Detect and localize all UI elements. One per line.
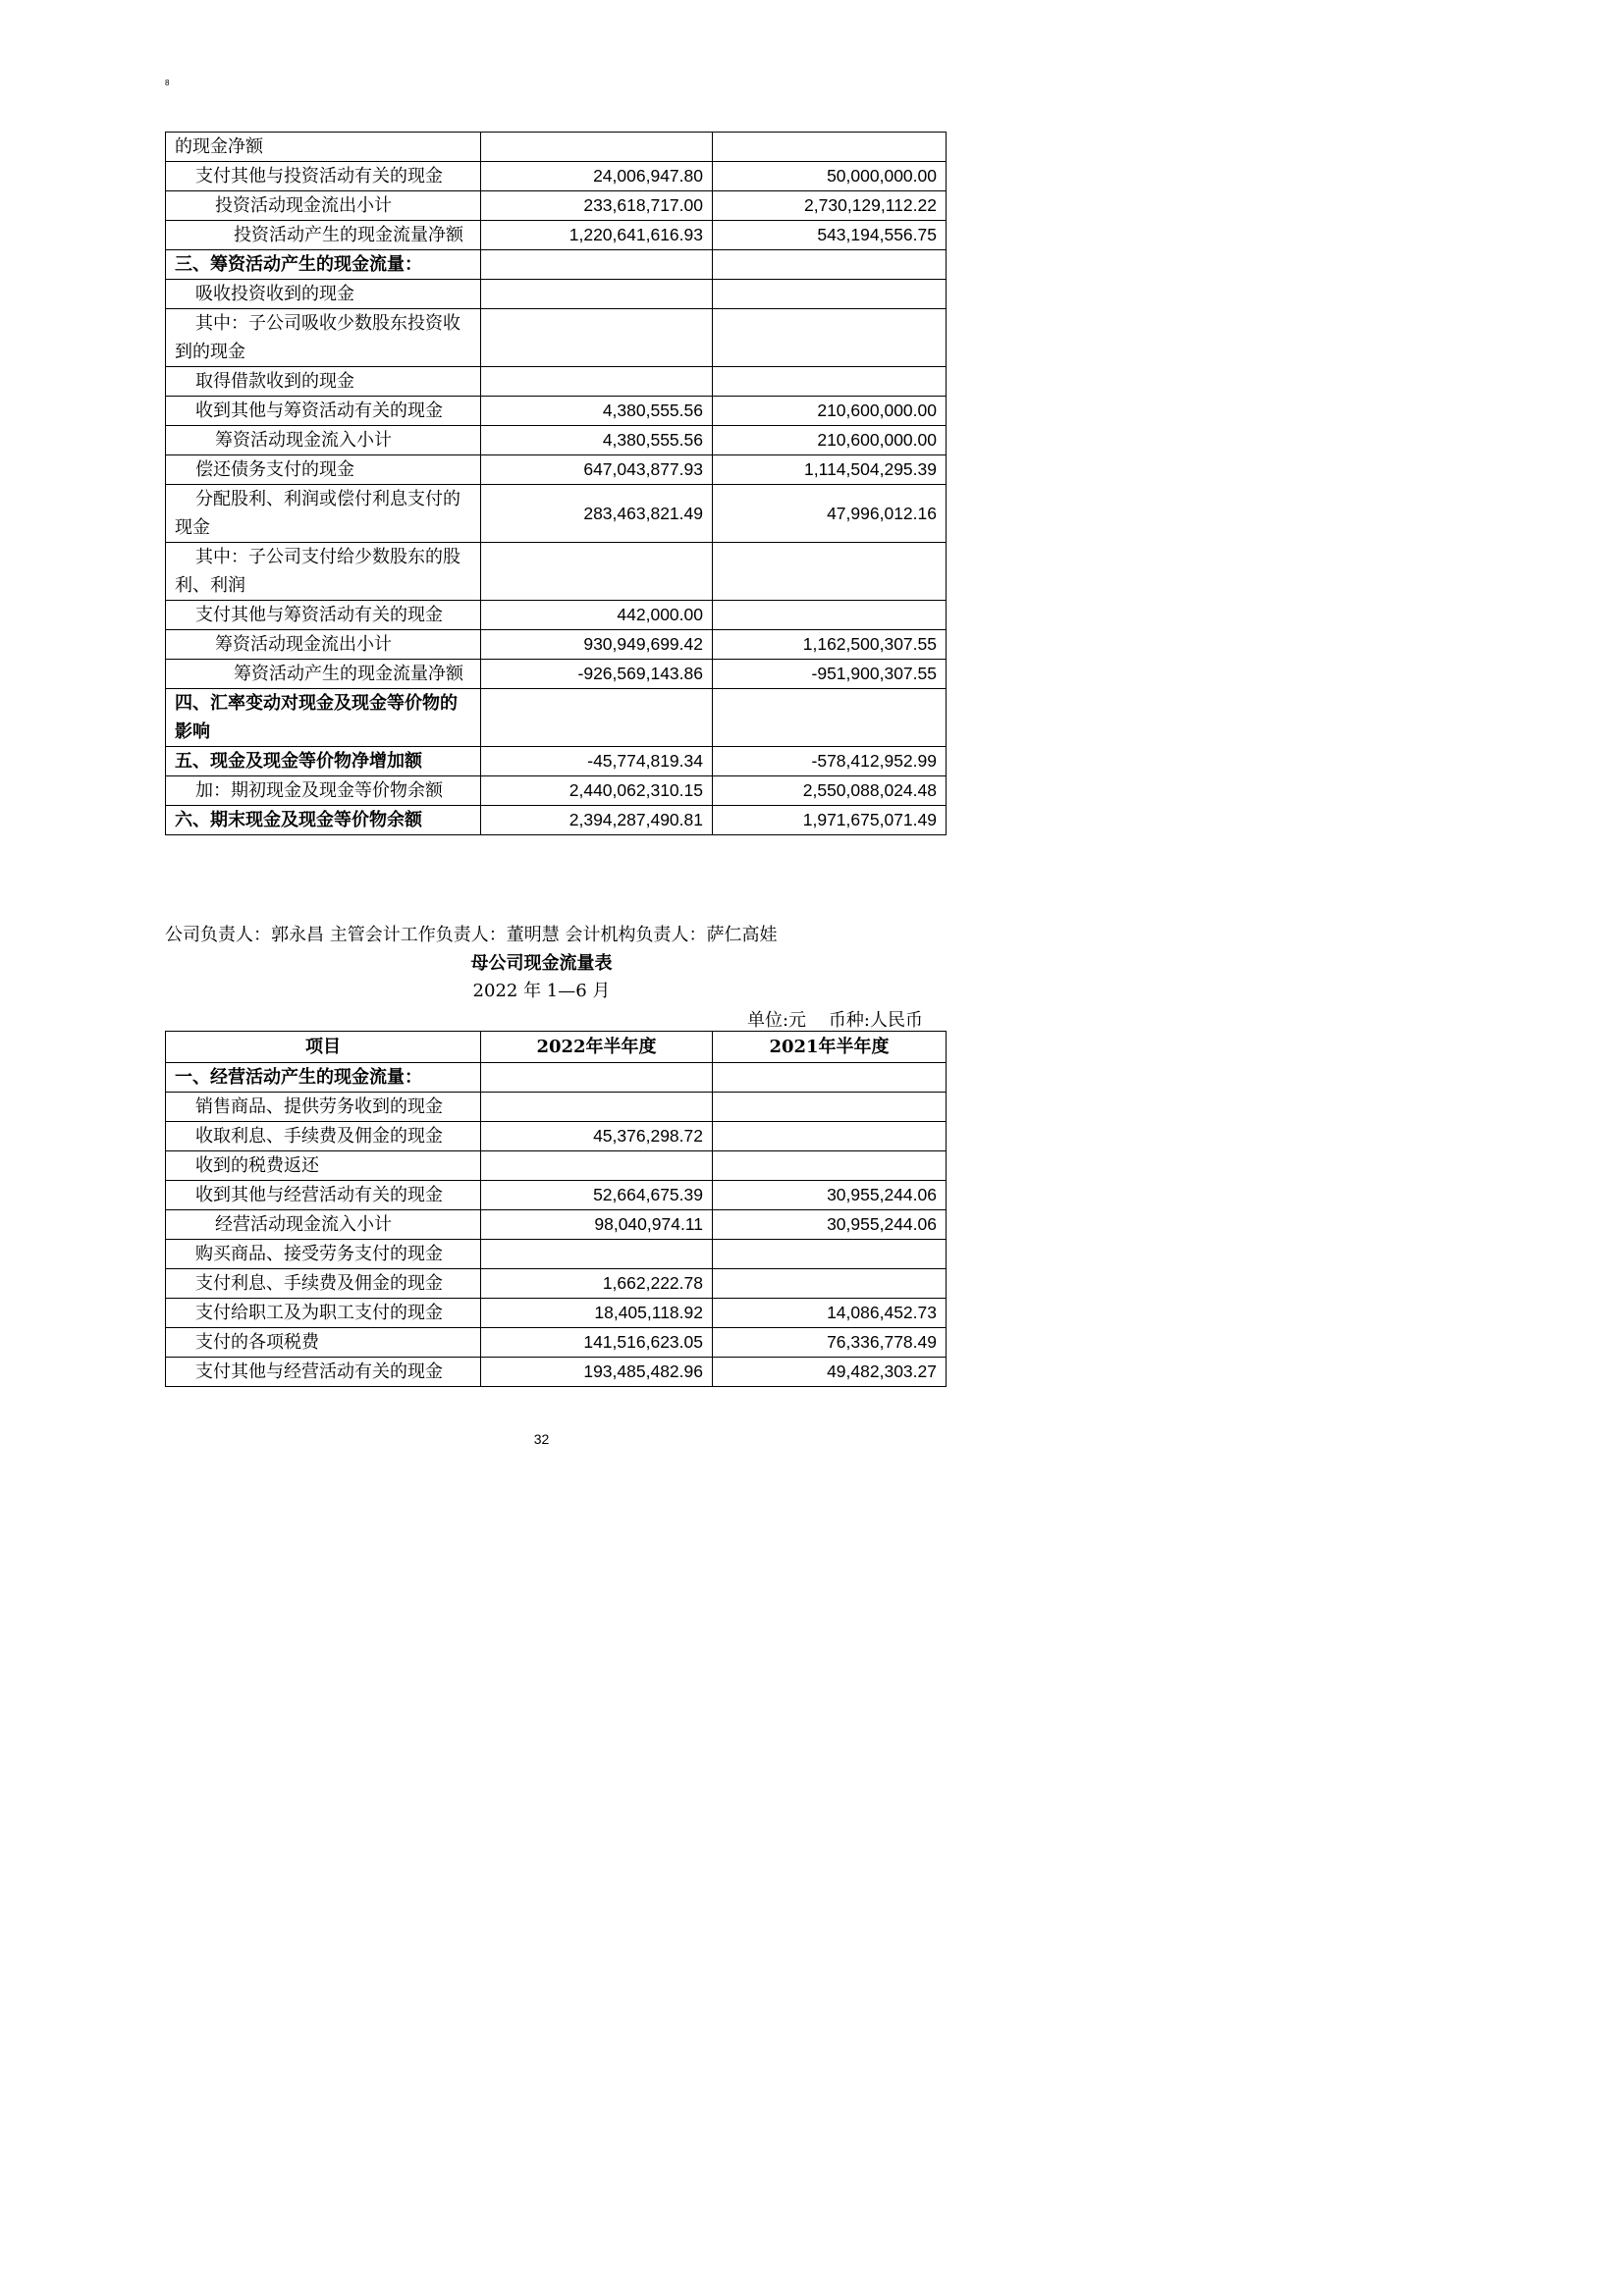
table-row — [166, 543, 947, 601]
value-2022: 24,006,947.80 — [481, 162, 713, 191]
table-row — [166, 280, 947, 309]
row-label: 投资活动产生的现金流量净额 — [166, 221, 481, 250]
value-2021: 14,086,452.73 — [713, 1299, 947, 1328]
table-row — [166, 1328, 947, 1358]
statement-title: 母公司现金流量表 — [470, 953, 613, 974]
value-2021: 2,550,088,024.48 — [713, 776, 947, 806]
row-label: 筹资活动产生的现金流量净额 — [166, 660, 481, 689]
section-heading: 六、期末现金及现金等价物余额 — [166, 806, 481, 835]
table-row — [166, 162, 947, 191]
row-label: 支付其他与经营活动有关的现金 — [166, 1358, 481, 1387]
row-label: 经营活动现金流入小计 — [166, 1210, 481, 1240]
row-label: 其中：子公司吸收少数股东投资收到的现金 — [166, 309, 481, 367]
value-2022 — [481, 1063, 713, 1093]
value-2022 — [481, 1093, 713, 1122]
row-label: 的现金净额 — [166, 133, 481, 162]
value-2022: -45,774,819.34 — [481, 747, 713, 776]
value-2021: 47,996,012.16 — [713, 485, 947, 543]
row-label: 吸收投资收到的现金 — [166, 280, 481, 309]
value-2021: 49,482,303.27 — [713, 1358, 947, 1387]
value-2022: 233,618,717.00 — [481, 191, 713, 221]
table-row — [166, 1358, 947, 1387]
value-2021 — [713, 1093, 947, 1122]
table-row — [166, 191, 947, 221]
row-label: 支付给职工及为职工支付的现金 — [166, 1299, 481, 1328]
table-row — [166, 309, 947, 367]
table-row — [166, 660, 947, 689]
row-label: 支付其他与投资活动有关的现金 — [166, 162, 481, 191]
value-2021 — [713, 689, 947, 747]
row-label: 加：期初现金及现金等价物余额 — [166, 776, 481, 806]
table-row — [166, 250, 947, 280]
row-label: 销售商品、提供劳务收到的现金 — [166, 1093, 481, 1122]
table-row — [166, 426, 947, 455]
value-2022: 2,394,287,490.81 — [481, 806, 713, 835]
value-2022: 4,380,555.56 — [481, 397, 713, 426]
signature-line: 公司负责人：郭永昌 主管会计工作负责人：董明慧 会计机构负责人：萨仁高娃 — [165, 925, 778, 945]
value-2021: 210,600,000.00 — [713, 397, 947, 426]
value-2022: 4,380,555.56 — [481, 426, 713, 455]
header-2021: 2021年半年度 — [713, 1032, 947, 1063]
value-2022 — [481, 133, 713, 162]
row-label: 支付的各项税费 — [166, 1328, 481, 1358]
table-row — [166, 630, 947, 660]
value-2021 — [713, 1122, 947, 1151]
row-label: 收到其他与经营活动有关的现金 — [166, 1181, 481, 1210]
value-2021 — [713, 367, 947, 397]
table-row — [166, 776, 947, 806]
value-2021: 30,955,244.06 — [713, 1210, 947, 1240]
value-2021 — [713, 1151, 947, 1181]
value-2022: 193,485,482.96 — [481, 1358, 713, 1387]
value-2021 — [713, 543, 947, 601]
table-row — [166, 133, 947, 162]
value-2021: 76,336,778.49 — [713, 1328, 947, 1358]
value-2021 — [713, 309, 947, 367]
value-2022: 930,949,699.42 — [481, 630, 713, 660]
section-heading: 三、筹资活动产生的现金流量： — [166, 250, 481, 280]
row-label: 收到的税费返还 — [166, 1151, 481, 1181]
value-2022: 141,516,623.05 — [481, 1328, 713, 1358]
value-2022 — [481, 280, 713, 309]
value-2022: 52,664,675.39 — [481, 1181, 713, 1210]
statement-period: 2022 年 1—6 月 — [472, 981, 611, 1001]
table-header-row — [166, 1032, 947, 1063]
row-label: 购买商品、接受劳务支付的现金 — [166, 1240, 481, 1269]
parent-company-cash-flow-table — [165, 1031, 947, 1387]
row-label: 筹资活动现金流入小计 — [166, 426, 481, 455]
value-2021: 30,955,244.06 — [713, 1181, 947, 1210]
table-row — [166, 1240, 947, 1269]
row-label: 收到其他与筹资活动有关的现金 — [166, 397, 481, 426]
value-2021: 1,971,675,071.49 — [713, 806, 947, 835]
value-2022: 18,405,118.92 — [481, 1299, 713, 1328]
row-label: 分配股利、利润或偿付利息支付的现金 — [166, 485, 481, 543]
value-2021 — [713, 133, 947, 162]
table-row — [166, 221, 947, 250]
value-2021: 1,114,504,295.39 — [713, 455, 947, 485]
table-row — [166, 397, 947, 426]
table-row — [166, 1269, 947, 1299]
row-label: 筹资活动现金流出小计 — [166, 630, 481, 660]
table-row — [166, 1093, 947, 1122]
value-2022 — [481, 309, 713, 367]
table-row — [166, 1063, 947, 1093]
value-2022 — [481, 1240, 713, 1269]
page-mark: 8 — [165, 79, 170, 87]
row-label: 取得借款收到的现金 — [166, 367, 481, 397]
value-2022: 283,463,821.49 — [481, 485, 713, 543]
row-label: 支付其他与筹资活动有关的现金 — [166, 601, 481, 630]
table-row — [166, 1299, 947, 1328]
table-row — [166, 1122, 947, 1151]
table-row — [166, 455, 947, 485]
table-row — [166, 1181, 947, 1210]
table-row — [166, 747, 947, 776]
value-2022 — [481, 250, 713, 280]
row-label: 支付利息、手续费及佣金的现金 — [166, 1269, 481, 1299]
value-2021 — [713, 250, 947, 280]
value-2022 — [481, 1151, 713, 1181]
row-label: 其中：子公司支付给少数股东的股利、利润 — [166, 543, 481, 601]
value-2022 — [481, 367, 713, 397]
value-2022: 647,043,877.93 — [481, 455, 713, 485]
value-2022 — [481, 689, 713, 747]
value-2022: 1,662,222.78 — [481, 1269, 713, 1299]
row-label: 收取利息、手续费及佣金的现金 — [166, 1122, 481, 1151]
value-2022: 1,220,641,616.93 — [481, 221, 713, 250]
value-2022: 45,376,298.72 — [481, 1122, 713, 1151]
value-2021 — [713, 1063, 947, 1093]
table-row — [166, 1210, 947, 1240]
value-2021: -951,900,307.55 — [713, 660, 947, 689]
row-label: 偿还债务支付的现金 — [166, 455, 481, 485]
table-row — [166, 689, 947, 747]
unit-currency-line: 单位:元 币种:人民币 — [746, 1010, 923, 1031]
value-2022: 442,000.00 — [481, 601, 713, 630]
table-row — [166, 601, 947, 630]
value-2021: 1,162,500,307.55 — [713, 630, 947, 660]
row-label: 投资活动现金流出小计 — [166, 191, 481, 221]
value-2022: -926,569,143.86 — [481, 660, 713, 689]
table-row — [166, 367, 947, 397]
value-2021 — [713, 280, 947, 309]
section-heading: 五、现金及现金等价物净增加额 — [166, 747, 481, 776]
section-heading: 一、经营活动产生的现金流量： — [166, 1063, 481, 1093]
page-number: 32 — [533, 1431, 550, 1447]
value-2021: 543,194,556.75 — [713, 221, 947, 250]
value-2021 — [713, 1269, 947, 1299]
table-row — [166, 1151, 947, 1181]
section-heading: 四、汇率变动对现金及现金等价物的影响 — [166, 689, 481, 747]
table-row — [166, 806, 947, 835]
value-2021 — [713, 601, 947, 630]
value-2021: 210,600,000.00 — [713, 426, 947, 455]
value-2022 — [481, 543, 713, 601]
value-2021: -578,412,952.99 — [713, 747, 947, 776]
value-2021: 50,000,000.00 — [713, 162, 947, 191]
value-2021 — [713, 1240, 947, 1269]
value-2022: 2,440,062,310.15 — [481, 776, 713, 806]
upper-cash-flow-table — [165, 132, 947, 835]
table-row — [166, 485, 947, 543]
header-item: 项目 — [166, 1032, 481, 1063]
header-2022: 2022年半年度 — [481, 1032, 713, 1063]
value-2021: 2,730,129,112.22 — [713, 191, 947, 221]
value-2022: 98,040,974.11 — [481, 1210, 713, 1240]
